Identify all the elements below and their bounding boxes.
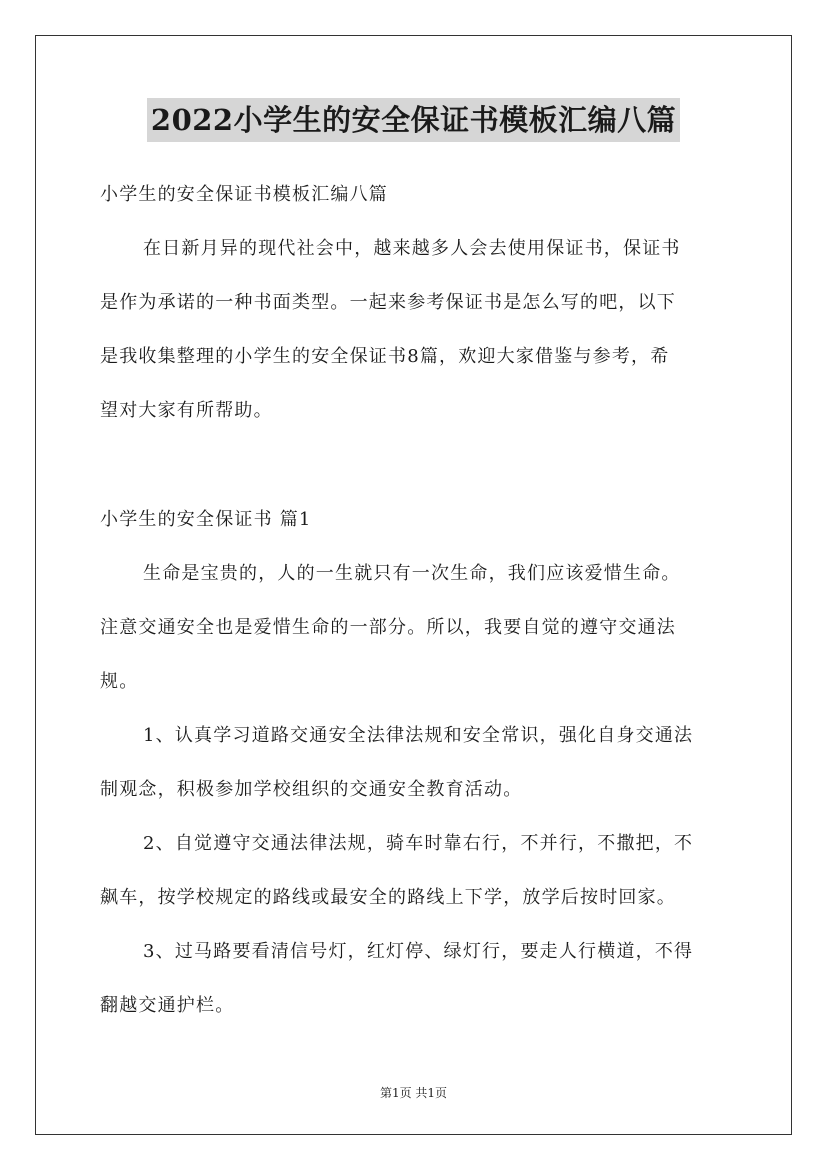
body-line: 制观念，积极参加学校组织的交通安全教育活动。 [100,779,523,800]
body-line: 3、过马路要看清信号灯，红灯停、绿灯行，要走人行横道，不得 [143,941,694,962]
page-footer: 第1页 共1页 [379,1086,448,1100]
intro-line: 在日新月异的现代社会中，越来越多人会去使用保证书，保证书 [143,238,681,259]
body-line: 1、认真学习道路交通安全法律法规和安全常识，强化自身交通法 [143,725,694,746]
body-line: 生命是宝贵的，人的一生就只有一次生命，我们应该爱惜生命。 [143,563,681,584]
document-subtitle: 小学生的安全保证书模板汇编八篇 [100,184,388,205]
body-line: 翻越交通护栏。 [100,995,235,1016]
body-line: 规。 [100,671,139,692]
section-heading: 小学生的安全保证书 篇1 [100,509,312,530]
intro-line: 望对大家有所帮助。 [100,400,273,421]
intro-line: 是我收集整理的小学生的安全保证书8篇，欢迎大家借鉴与参考，希 [100,346,670,367]
title-container [0,98,827,142]
document-title: 2022小学生的安全保证书模板汇编八篇 [147,98,680,142]
body-line: 飙车，按学校规定的路线或最安全的路线上下学，放学后按时回家。 [100,887,676,908]
body-line: 注意交通安全也是爱惜生命的一部分。所以，我要自觉的遵守交通法 [100,617,676,638]
body-line: 2、自觉遵守交通法律法规，骑车时靠右行，不并行，不撒把，不 [143,833,694,854]
intro-line: 是作为承诺的一种书面类型。一起来参考保证书是怎么写的吧，以下 [100,292,676,313]
